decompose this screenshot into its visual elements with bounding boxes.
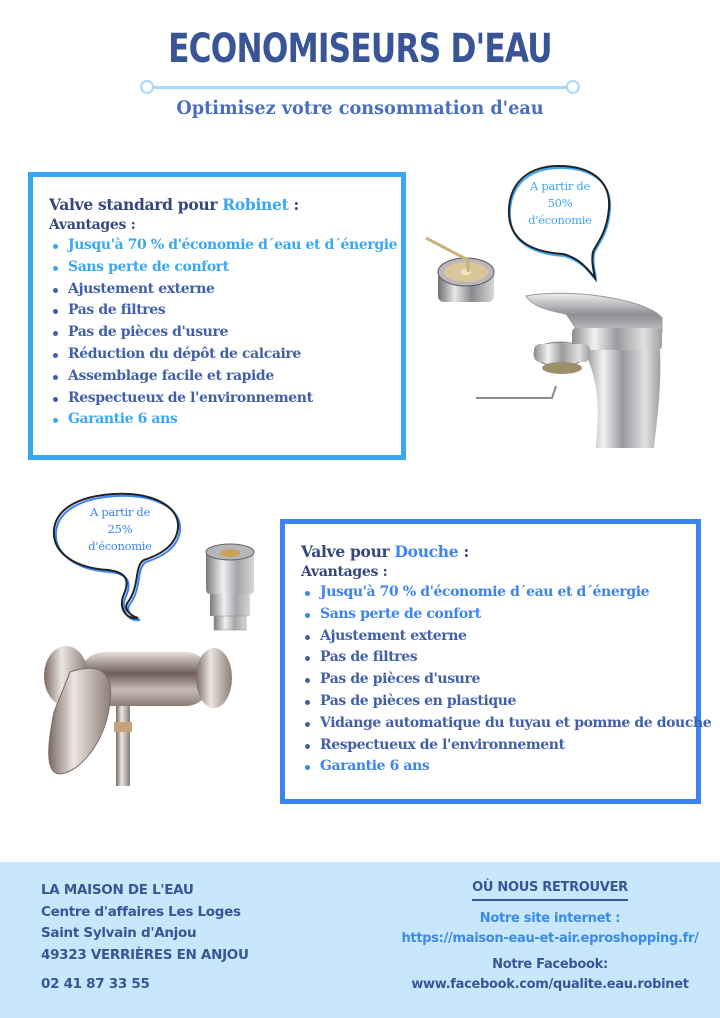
list-item: Assemblage facile et rapide — [49, 366, 385, 388]
facebook-link[interactable]: www.facebook.com/qualite.eau.robinet — [411, 977, 689, 992]
list-item: Vidange automatique du tuyau et pomme de douche — [301, 713, 680, 735]
list-item: Pas de pièces d'usure — [49, 322, 385, 344]
douche-advantages-list — [301, 582, 712, 778]
list-item: Jusqu'à 70 % d'économie d´eau et d´énergie — [301, 582, 680, 604]
shower-mixer-icon — [40, 632, 240, 792]
footer — [0, 862, 720, 1018]
divider-circle-left-icon — [140, 80, 154, 94]
douche-title-accent: Douche — [394, 542, 459, 561]
address-line: Saint Sylvain d'Anjou — [41, 925, 197, 941]
bubble-line: A partir de — [90, 505, 150, 519]
douche-bubble-text — [70, 504, 170, 555]
title-divider — [140, 80, 580, 94]
list-item: Pas de pièces d'usure — [301, 669, 680, 691]
robinet-bubble-text — [510, 178, 610, 229]
contact-section — [380, 880, 720, 992]
robinet-title-accent: Robinet — [222, 195, 289, 214]
list-item: Ajustement externe — [301, 626, 680, 648]
basin-faucet-icon — [476, 288, 676, 456]
list-item: Sans perte de confort — [301, 604, 680, 626]
list-item: Garantie 6 ans — [301, 756, 680, 778]
douche-advantages-label: Avantages : — [301, 564, 388, 580]
robinet-advantages-list — [49, 235, 398, 431]
list-item: Pas de pièces en plastique — [301, 691, 680, 713]
robinet-card — [28, 172, 406, 460]
bubble-line: A partir de — [530, 179, 590, 193]
robinet-title-prefix: Valve standard pour — [49, 195, 223, 214]
robinet-advantages-label: Avantages : — [49, 217, 136, 233]
list-item: Jusqu'à 70 % d'économie d´eau et d´énergie — [49, 235, 385, 257]
list-item: Pas de filtres — [49, 300, 385, 322]
bubble-percent: 25% — [107, 522, 133, 536]
page-subtitle: Optimisez votre consommation d'eau — [176, 97, 544, 119]
douche-card — [280, 519, 712, 804]
douche-savings-bubble — [50, 492, 190, 627]
company-name: LA MAISON DE L'EAU — [41, 882, 194, 898]
douche-title-prefix: Valve pour — [301, 542, 395, 561]
bubble-line: d'économie — [528, 213, 592, 227]
website-link[interactable]: https://maison-eau-et-air.eproshopping.fr/ — [401, 931, 699, 946]
douche-title-suffix: : — [458, 542, 469, 561]
list-item: Respectueux de l'environnement — [301, 735, 680, 757]
robinet-savings-bubble — [504, 164, 616, 288]
bubble-percent: 50% — [547, 196, 573, 210]
divider-circle-right-icon — [566, 80, 580, 94]
list-item: Garantie 6 ans — [49, 409, 385, 431]
page-title: ECONOMISEURS D'EAU — [168, 26, 552, 72]
facebook-label: Notre Facebook: — [492, 957, 608, 972]
shower-valve-icon — [202, 542, 258, 634]
robinet-card-title — [49, 195, 385, 214]
divider-line — [152, 86, 568, 89]
address-line: Centre d'affaires Les Loges — [41, 903, 241, 920]
douche-card-title — [301, 542, 680, 561]
contact-heading: OÙ NOUS RETROUVER — [472, 880, 628, 901]
website-label: Notre site internet : — [479, 911, 621, 926]
phone-number: 02 41 87 33 55 — [41, 976, 150, 992]
bubble-line: d'économie — [88, 539, 152, 553]
list-item: Réduction du dépôt de calcaire — [49, 344, 385, 366]
list-item: Pas de filtres — [301, 647, 680, 669]
robinet-title-suffix: : — [288, 195, 299, 214]
list-item: Ajustement externe — [49, 279, 385, 301]
address-line: 49323 VERRIÈRES EN ANJOU — [41, 946, 249, 963]
list-item: Sans perte de confort — [49, 257, 385, 279]
list-item: Respectueux de l'environnement — [49, 388, 385, 410]
company-address — [41, 880, 249, 996]
